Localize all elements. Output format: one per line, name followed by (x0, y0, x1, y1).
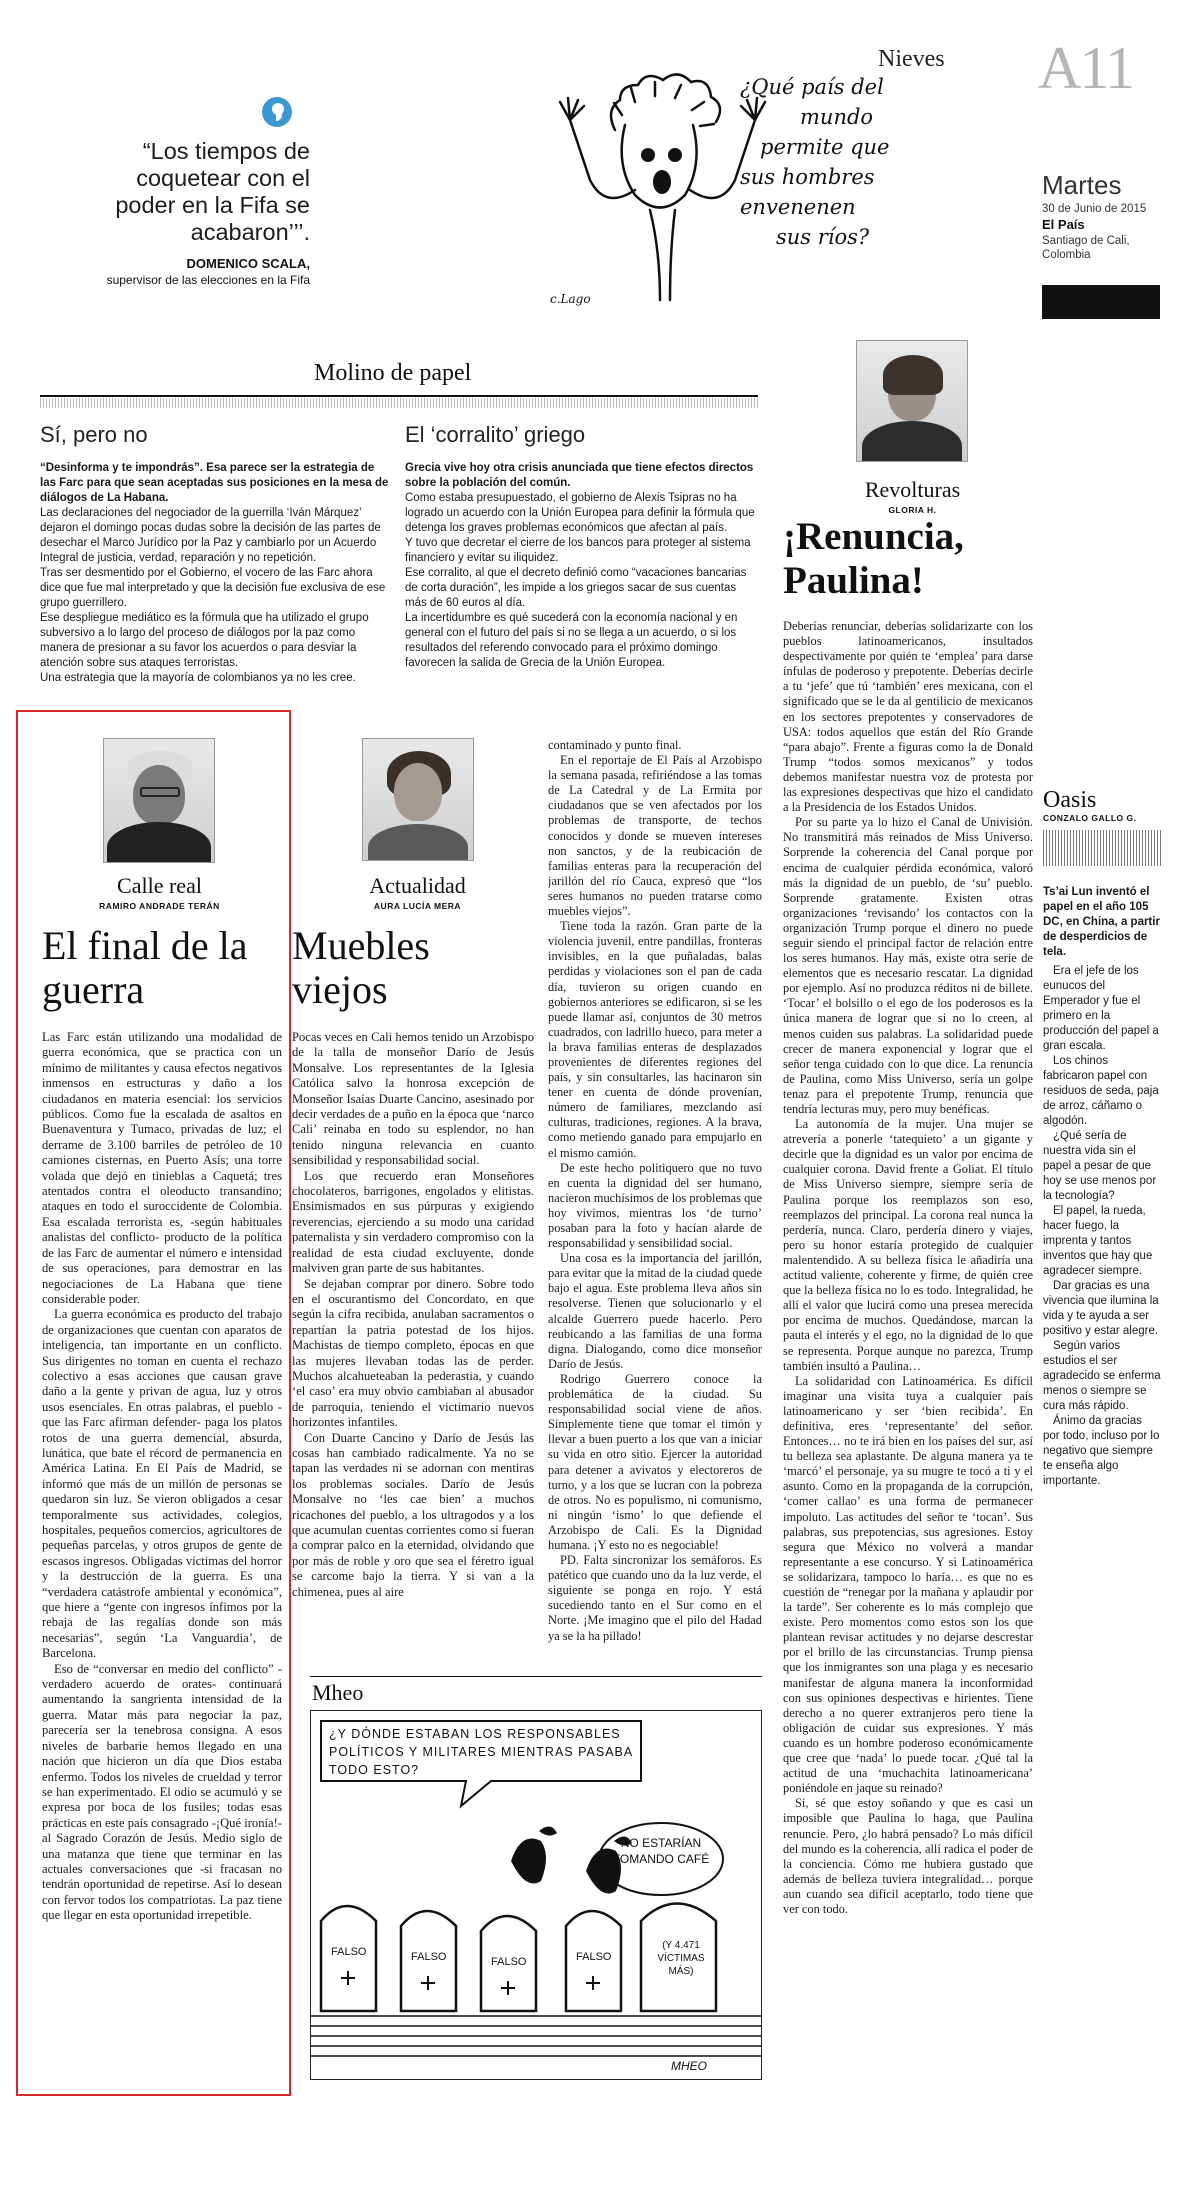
revolturas-author-photo (856, 340, 968, 462)
revolturas-headline: ¡Renuncia, Paulina! (783, 515, 964, 602)
molino-left-title: Sí, pero no (40, 422, 148, 447)
actualidad-author-photo (362, 738, 474, 861)
oasis-byline: CONZALO GALLO G. (1043, 813, 1137, 823)
actualidad-cont-p3: Tiene toda la razón. Gran parte de la violencia juvenil, entre pandillas, fronteras invisibles, en la que puñaladas, balas perdidas y violaciones son el pan de cada día, tuvieron su origen cuando en gobiernos anteriores se edificaron, si se les puede llamar así, conjuntos de 30 metros cuadrados, con ladrillo hueco, para meter a la brava familias enteras de desplazados provenientes de diferentes regiones del país, y sin consultarles, las hacinaron sin tener en cuenta de dónde provenían, número de familiares, mezclando así culturas, tradiciones, regiones. A la brava, como metiendo ganado para empujarlo en el mismo camión. (548, 919, 762, 1160)
cartoon-caption (740, 72, 910, 252)
cartoon-line-5: envenenen (740, 195, 856, 219)
mheo-tomb-1: FALSO (331, 1946, 367, 1958)
actualidad-p2: Los que recuerdo eran Monseñores chocolateros, barrigones, engolados y elitistas. Ensimismados en sus púrpuras y exigiendo reverencias, ejerciendo a su modo una caridad paternalista y sin verdadero compromiso con la realidad de esta ciudad excluyente, donde malviven gran parte de sus habitantes. (292, 1168, 534, 1276)
calle-real-headline: El final de la guerra (42, 923, 248, 1012)
molino-right-p4: La incertidumbre es qué sucederá con la economía nacional y en general con el futuro del país si no se llega a un acuerdo, o si los resultados del referendo convocado para el próximo domingo favorecen la salida de Grecia de la Unión Europea. (405, 612, 738, 669)
molino-section-title: Molino de papel (308, 360, 477, 387)
actualidad-column-name: Actualidad (369, 873, 466, 898)
oasis-p3: ¿Qué sería de nuestra vida sin el papel a pesar de que hoy se use menos por la tecnología? (1043, 1130, 1157, 1202)
cartoon-signature: c.Lago (550, 292, 591, 306)
actualidad-cont-p4: De este hecho politiquero que no tuvo en cuenta la dignidad del ser humano, nacieron muchísimos de los problemas que hoy vivimos, mientras los ‘de turno’ posaban para la foto y hacían alarde de responsabilidad y sensibilidad social. (548, 1160, 762, 1251)
molino-right-body (405, 461, 758, 671)
cartoon-line-3: permite que (760, 135, 890, 159)
oasis-p4: El papel, la rueda, hacer fuego, la imprenta y tantos inventos que hay que agradecer siempre. (1043, 1205, 1153, 1277)
mheo-tomb-4: FALSO (576, 1951, 612, 1963)
actualidad-p1: Pocas veces en Cali hemos tenido un Arzobispo de la talla de monseñor Darío de Jesús Monsalve. Los representantes de la Iglesia Católica salvo la honrosa excepción de Monseñor Isaías Duarte Cancino, asesinado por decir verdades de a puño en la época que ‘narco Cali’ reinaba en todo su esplendor, no han tenido ninguna relevancia en cuanto sensibilidad y responsabilidad social. (292, 1030, 534, 1168)
section-name: Nieves (878, 46, 945, 72)
actualidad-cont-p7: PD. Falta sincronizar los semáforos. Es patético que cuando uno da la luz verde, el siguiente se ponga en rojo. Y está sucediendo tanto en el Sur como en el Norte. ¡Me imagino que el pilo del Hadad ya se la ha pillado! (548, 1553, 762, 1643)
revolturas-p3: La autonomía de la mujer. Una mujer se atrevería a ponerle ‘tatequieto’ a un gigante y decirle que la dignidad es un valor por encima de cualquier corona. David frente a Goliat. El título de Miss Universo siempre, siempre sería de Paulina porque los reemplazos son eso, reemplazos del principal. La corona real nunca la perdería, nunca. Claro, perdería dinero y viajes, pero su honor estaría protegido de cualquier malentendido. A su belleza física le añadiría una actitud valiente, coherente y firme, de quién cree que la belleza física no lo es todo. Integralidad, he allí el valor que lucirá como una presea merecida por encima de muchos. Quedándose, marcan la pauta el interés y el ego, no la dignidad de lo que se representa. Porque aunque no parezca, Trump también insultó a Paulina… (783, 1117, 1033, 1373)
cartoon-line-1: ¿Qué país del (740, 75, 884, 99)
mheo-speech-bird: NO ESTARÍAN TOMANDO CAFÉ (612, 1836, 710, 1866)
molino-left-p3: Ese despliegue mediático es la fórmula que ha utilizado el grupo subversivo a lo largo del proceso de diálogos por la paz como manera de presionar a su favor los acuerdos o para desviar la atención sobre sus ataques terroristas. (40, 612, 369, 669)
calle-real-p2: La guerra económica es producto del trabajo de organizaciones que cuentan con aparatos de inteligencia, tan importante en un conflicto. Sus dirigentes no toman en cuenta el rechazo colectivo a esas acciones que causan grave daño a la gente y privan de agua, luz y otros usos esenciales. En otras palabras, el pueblo -que las Farc afirman defender- paga los platos rotos de una guerra demencial, absurda, lunática, que bate el récord de permanencia en América Latina. En El País de Madrid, se informó que más de un millón de personas se quedaron sin luz. Se vieron obligados a cesar temporalmente sus actividades, colegios, hospitales, pequeños comercios, agricultores de pequeñas parcelas, y otros grupos de gente de escasos ingresos. Obligadas víctimas del horror y la destrucción de la guerra. Es una “verdadera catástrofe ambiental y económica”, que hiere a “gente con ingresos ínfimos por la rebaja de las regalías donde son más necesarias”, según ‘La Vanguardia’, de Barcelona. (42, 1307, 282, 1661)
molino-right-lead: Grecia vive hoy otra crisis anunciada que tiene efectos directos sobre la población del común. (405, 462, 754, 489)
mheo-tomb-3: FALSO (491, 1956, 527, 1968)
cartoon-line-2: mundo (800, 105, 874, 129)
city: Santiago de Cali, Colombia (1042, 235, 1130, 261)
molino-hatch-bar (40, 398, 758, 408)
revolturas-column-name: Revolturas (864, 477, 961, 502)
calle-real-byline: RAMIRO ANDRADE TERÁN (99, 901, 220, 911)
oasis-p6: Según varios estudios el ser agradecido se enferma menos o siempre se cura más rápido. (1043, 1340, 1161, 1412)
calle-real-column-name: Calle real (117, 873, 202, 898)
molino-top-rule (40, 395, 758, 397)
oasis-lead: Ts’ai Lun inventó el papel en el año 105 DC, en China, a partir de desperdicios de tela. (1043, 886, 1160, 958)
molino-left-lead: “Desinforma y te impondrás”. Esa parece ser la estrategia de las Farc para que sean aceptadas sus posiciones en la mesa de diálogos de La Habana. (40, 462, 389, 504)
revolturas-body (783, 619, 1033, 2019)
actualidad-cont-p5: Una cosa es la importancia del jarillón, para evitar que la mitad de la ciudad quede bajo el agua. Este problema lleva años sin resolverse. Tienen que solucionarlo y el alcalde Guerrero puede hacerlo. Pero reubicando a las familias de una forma digna. Dialogando, como dice monseñor Darío de Jesús. (548, 1251, 762, 1371)
date-box (1042, 170, 1160, 262)
oasis-body (1043, 885, 1161, 1489)
mheo-cartoon (310, 1710, 762, 2080)
revolturas-p1: Deberías renunciar, deberías solidarizarte con los pueblos latinoamericanos, insultados despectivamente por quién te ‘emplea’ para darse ínfulas de poderoso y prepotente. Deberías decirle a tu ‘jefe’ que tú ‘también’ eres mexicana, con el significado que se le da al gentilicio de mexicanos en los sectores prepotentes y conservadores de USA: todos aquellos que están del Río Grande “para abajo”. Frente a figuras como la de Donald Trump “todos somos mexicanos” y todos debemos manifestar nuestra voz de protesta por las expresiones despectivas que hizo el candidato a la Presidencia de los Estados Unidos. (783, 619, 1033, 815)
dark-bar (1042, 285, 1160, 319)
mheo-tomb-2: FALSO (411, 1951, 447, 1963)
paper-name: El País (1042, 217, 1085, 232)
molino-left-body (40, 461, 390, 686)
revolturas-p4: La solidaridad con Latinoamérica. Es difícil imaginar una visita tuya a cualquier país latinoamericano y ser ‘bien recibida’. En definitiva, eres ‘representante’ del señor. Entonces… no te irá bien en los países del sur, así tu belleza sea aplastante. De alguna manera ya te ‘marcó’ el personaje, ya su mugre te tocó a ti y el asunto. Como en la propaganda de la corrupción, ‘comer callao’ es una forma de permanecer impoluto. Las actitudes del señor te ‘tocan’. Sus palabras, sus prepotencias, sus agresiones. Estoy segura que México no volverá a mandar representante a ese concurso. Y si Latinoamérica se solidarizara, tampoco lo haría… es que no es cuestión de “renegar por la mañana y aplaudir por la tarde”. Ser coherente es lo más complejo que existe. Pero momentos como estos son los que plantean revisar actitudes y no dejarse descrestar por el brillo de las circunstancias. Trump piensa que los inmigrantes son una plaga y es necesario manifestar de alguna manera la inconformidad con sus opiniones despectivas e hirientes. Tiene derecho a no querer extranjeros pero tiene la obligación de cuidar sus expresiones. Y más cuando es un hombre poderoso económicamente que cree que ‘nada’ lo puede tocar. ¿Qué tal la actitud de una ‘muchachita latinoamericana’ poniéndole en jaque su reinado? (783, 1373, 1033, 1796)
cartoon-line-6: sus ríos? (776, 225, 870, 249)
calle-real-author-photo (103, 738, 215, 863)
revolturas-p2: Por su parte ya lo hizo el Canal de Univisión. No transmitirá más reinados de Miss Universo. Sorprende la coherencia del Canal porque por encima de cualquier pérdida económica, valoró más la dignidad de un pueblo, de ‘su’ pueblo. Sorprende gratamente. Existen otras organizaciones ‘revisando’ los contactos con la organización Trump porque el dinero no puede seguir siendo el principal factor de relación entre los seres humanos. Hay más, existe otra serie de elementos que es necesario rescatar. La dignidad por ejemplo. Así no produzca réditos ni de billete. ‘Tocar’ el bolsillo o el ego de los poderosos es la única manera de lograr que si no lo creen, al menos cuiden sus palabras. La solidaridad puede crecer de manera exponencial y lograr que el señor tenga cuidado con lo que dice. La renuncia de Paulina, como Miss Universo, sería un golpe tenaz para el prepotente Trump, renuncia que tendría lecturas muy, pero muy benéficas. (783, 815, 1033, 1116)
molino-left-p1: Las declaraciones del negociador de la guerrilla ‘Iván Márquez’ dejaron el domingo pocas dudas sobre la decisión de las partes de desechar el Marco Jurídico por la Paz y cambiarlo por un Acuerdo Integral de justicia, verdad, reparación y no repetición. (40, 507, 381, 564)
mheo-tomb-5: (Y 4.471 VÍCTIMAS MÁS) (657, 1940, 705, 1977)
quote-role: supervisor de las elecciones en la Fifa (106, 273, 310, 287)
oasis-p7: Ánimo da gracias por todo, incluso por lo negativo que siempre te enseña algo importante. (1043, 1415, 1160, 1487)
mheo-signature: MHEO (671, 2059, 707, 2073)
molino-left-p2: Tras ser desmentido por el Gobierno, el vocero de las Farc ahora dice que fue mal interpretado y que la decisión fue exclusiva de ese grupo guerrillero. (40, 567, 386, 609)
pull-quote: “Los tiempos de coquetear con el poder en la Fifa se acabaron’’’. (115, 138, 310, 245)
actualidad-cont-p2: En el reportaje de El País al Arzobispo la semana pasada, refiriéndose a las tomas de La Catedral y de La Ermita por ciudadanos que se ven afectados por los problemas de transporte, de techos conocidos y donde se mueven intereses non sanctos, y de la reubicación de familias enteras para la recuperación del jarillón del río Cauca, expresó que “los seres humanos no pueden tratarse como muebles viejos”. (548, 753, 762, 919)
actualidad-cont-p1: contaminado y punto final. (548, 738, 682, 752)
calle-real-p1: Las Farc están utilizando una modalidad de guerra económica, que se practica con un mínimo de militantes y causa efectos negativos inmensos en estructuras y daño a los ciudadanos en materia esencial: los servicios públicos. Como fue la escalada de asaltos en Buenaventura y Tumaco, privadas de luz; el derrame de 3.100 barriles de petróleo de 10 camiones cisternas, en Puerto Asís; una torre volada que dejó en tinieblas a Caquetá; tres atentados contra el oleoducto transandino; ataques en todo el suroccidente de Colombia. Esa escalada terrorista es, -según habituales analistas del conflicto- producto de la política de las Farc de aumentar el número e intensidad de sus operaciones, para demostrar en las negociaciones de La Habana que tiene considerable poder. (42, 1030, 282, 1306)
quote-author: DOMENICO SCALA, (186, 256, 310, 271)
oasis-p5: Dar gracias es una vivencia que ilumina la vida y te ayuda a ser positivo y estar alegre. (1043, 1280, 1159, 1337)
top-cartoon (540, 60, 900, 320)
mheo-speech-main: ¿Y DÓNDE ESTABAN LOS RESPONSABLES POLÍTICOS Y MILITARES MIENTRAS PASABA TODO ESTO? (329, 1727, 633, 1777)
calle-real-body (42, 1030, 282, 2090)
actualidad-headline: Muebles viejos (292, 923, 430, 1012)
molino-right-title: El ‘corralito’ griego (405, 422, 586, 447)
molino-right-p2: Y tuvo que decretar el cierre de los bancos para proteger al sistema financiero y evitar su iliquidez. (405, 537, 751, 564)
quote-icon (262, 97, 292, 127)
cartoon-line-4: sus hombres (740, 165, 875, 189)
mheo-label: Mheo (312, 1680, 364, 1705)
oasis-column-name: Oasis (1043, 787, 1097, 813)
oasis-p2: Los chinos fabricaron papel con residuos de seda, paja de arroz, cáñamo o algodón. (1043, 1055, 1159, 1127)
actualidad-continued (548, 738, 762, 1663)
oasis-hatch-bar (1043, 830, 1161, 866)
molino-right-p3: Ese corralito, al que el decreto definió como “vacaciones bancarias de corta duración”, les impide a los griegos sacar de sus cuentas más de 60 euros al día. (405, 567, 747, 609)
revolturas-p5: Sí, sé que estoy soñando y que es casi un imposible que Paulina lo haga, que Paulina renuncie. Pero, ¿lo habrá pensado? Lo más difícil del mundo es la coherencia, allí radica el poder de la conciencia. Cómo me hubiera gustado que además de belleza tuviera integralidad… porque aun cuando sea difícil aceptarlo, todo tiene que ver con todo. (783, 1796, 1033, 1916)
page-number: A11 (1038, 35, 1134, 101)
molino-left-p4: Una estrategia que la mayoría de colombianos ya no les cree. (40, 672, 356, 684)
day: Martes (1042, 170, 1122, 200)
date: 30 de Junio de 2015 (1042, 203, 1147, 215)
molino-right-p1: Como estaba presupuestado, el gobierno de Alexis Tsipras no ha logrado un acuerdo con la Unión Europea para definir la fórmula que detenga los graves problemas económicos que afectan al país. (405, 492, 755, 534)
actualidad-body (292, 1030, 534, 1660)
mheo-top-rule (310, 1676, 762, 1677)
actualidad-byline: AURA LUCÍA MERA (373, 901, 462, 911)
calle-real-p3: Eso de “conversar en medio del conflicto” -verdadero acuerdo de orates- continuará aumentando la sangrienta intensidad de la guerra. Matar más para negociar la paz, parecería ser la tenebrosa consigna. A esos niveles de barbarie hemos llegado en una nación que hicieron un día que Dios estaba enfermo. Todos los niveles de crueldad y terror se han experimentado. El odio se acumuló y se expresa por boca de los fusiles; todas esas prácticas en este país consagrado -¡Qué ironía!- al Sagrado Corazón de Jesús. Medio siglo de una matanza que tiene que terminar en las actuales conversaciones que -si fracasan no tendrán oportunidad de repetirse. Así lo desean con fervor todos los compatriotas. La paz tiene que llegar en esta oportunidad irrepetible. (42, 1661, 282, 1923)
actualidad-p4: Con Duarte Cancino y Darío de Jesús las cosas han cambiado radicalmente. Ya no se tapan las verdades ni se adornan con mentiras los problemas sociales. Darío de Jesús Monsalve no ‘les cae bien’ a muchos ricachones del pueblo, a los ultragodos y a los que acumulan cuentas corrientes como si fueran a comprar palco en la eternidad, olvidando que por más de roble y oro que sea el féretro igual se carcome bajo la tierra. Y si van a la chimenea, pues al aire (292, 1430, 534, 1599)
actualidad-p3: Se dejaban comprar por dinero. Sobre todo en el oscurantismo del Concordato, en que según la cifra recibida, anulaban sacramentos o repartían la patria potestad de los hijos. Machistas de tiempo completo, épocas en que las mujeres llevaban todas las de perder. Muchos alcahueteaban la pederastia, y cuando ‘el caso’ era muy obvio cambiaban al abusador de parroquia, teniendo el victimario nuevos horizontes infantiles. (292, 1276, 534, 1430)
oasis-p1: Era el jefe de los eunucos del Emperador y fue el primero en la producción del papel a gran escala. (1043, 965, 1159, 1052)
actualidad-cont-p6: Rodrigo Guerrero conoce la problemática de la ciudad. Su responsabilidad social viene de años. Simplemente tiene que tomar el timón y llevar a buen puerto a los que van a iniciar su vida en otro sitio. Ejercer la autoridad para detener a avivatos y electoreros de turno, y a los que se lucran con la pobreza de otros. No es populismo, ni comunismo, ni ningún ‘ismo’ lo que defiende el Arzobispo de Cali. Es la Dignidad humana. ¡Y esto no es negociable! (548, 1371, 762, 1552)
revolturas-byline: GLORIA H. (888, 505, 937, 515)
